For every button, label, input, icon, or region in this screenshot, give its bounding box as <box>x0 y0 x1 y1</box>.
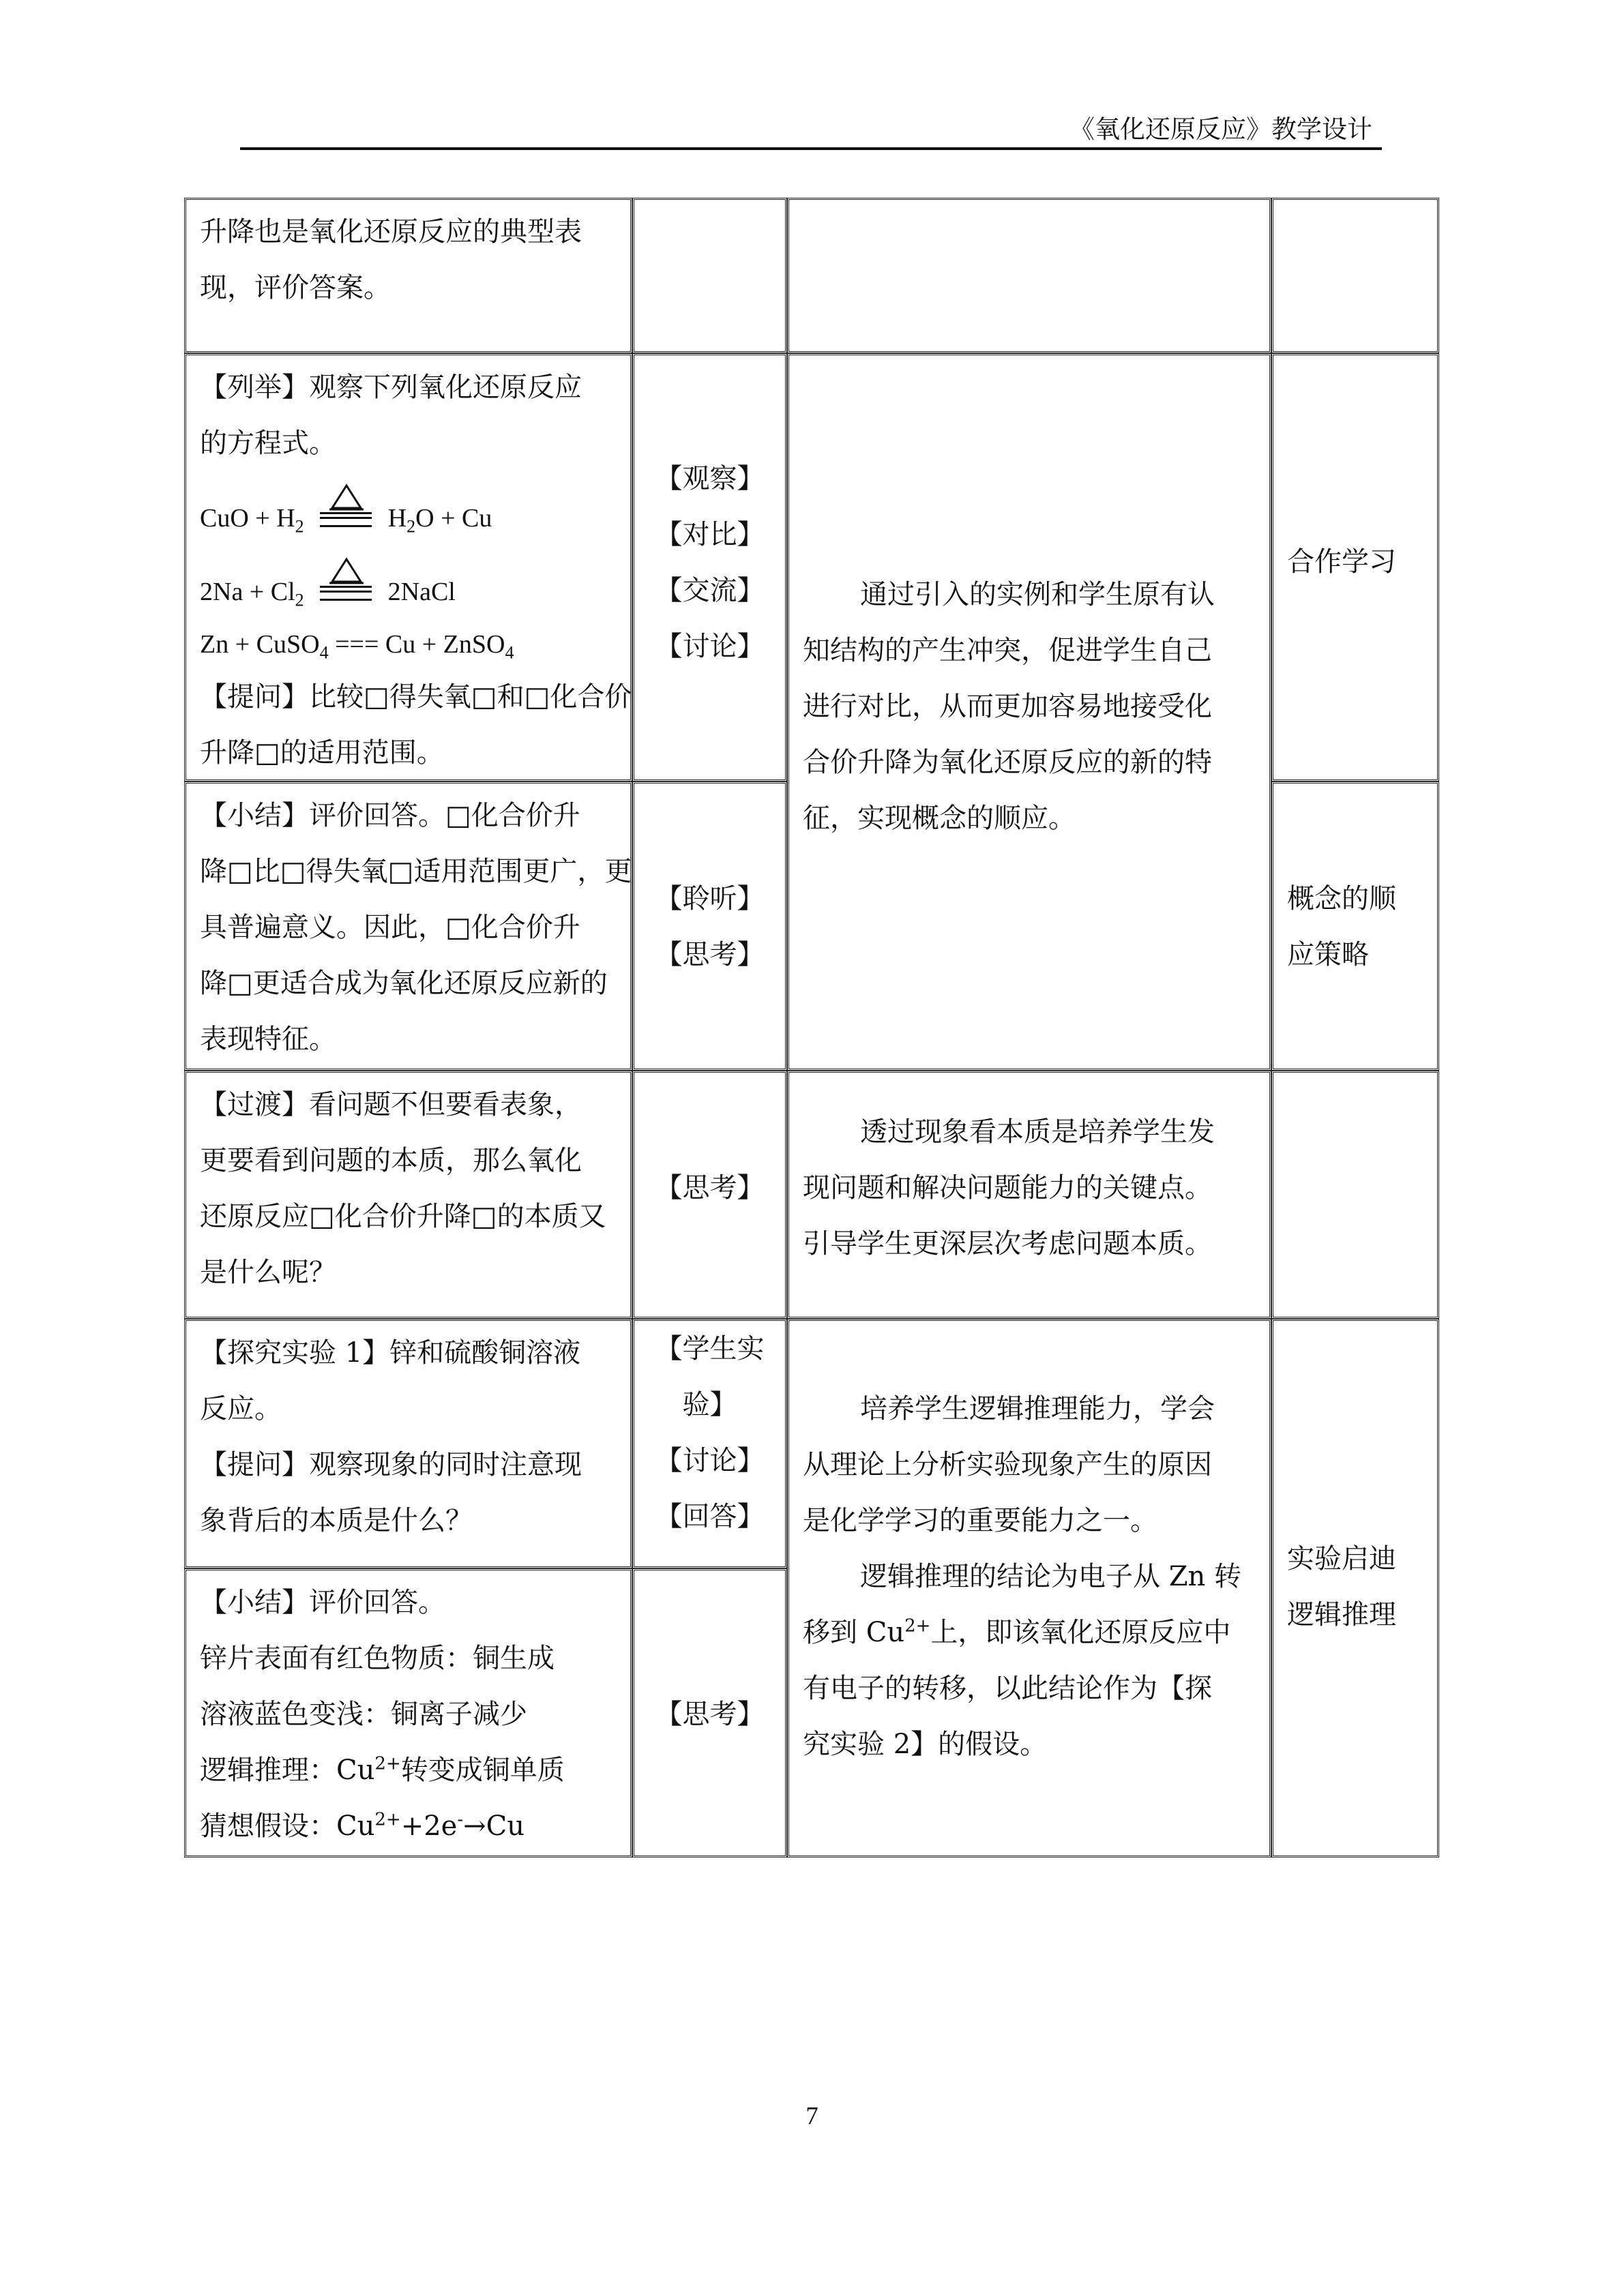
text-line: 【列举】观察下列氧化还原反应 <box>200 372 582 403</box>
text-line: 通过引入的实例和学生原有认 <box>860 579 1215 610</box>
table-cell-r1-student <box>632 198 787 353</box>
text-line: 逻辑推理 <box>1287 1599 1396 1630</box>
text-line: 移到 $Cu^{2+}$上，即该氧化还原反应中 <box>803 1615 1231 1648</box>
text-line: 究实验 2】的假设。 <box>803 1729 1048 1760</box>
equation-1: CuO + $H_2$ $H_2O + Cu$ <box>200 490 630 546</box>
table-cell-r2-student <box>632 353 787 781</box>
text-line: 概念的顺 <box>1287 883 1396 914</box>
text-line: 合作学习 <box>1287 546 1396 578</box>
text-line: 从理论上分析实验现象产生的原因 <box>803 1449 1212 1480</box>
text-line: 猜想假设：$Cu^{2+}+2e^-\to Cu$ <box>200 1809 525 1842</box>
text-line: 现问题和解决问题能力的关键点。 <box>803 1172 1212 1204</box>
text-line: 【对比】 <box>655 519 765 550</box>
text-line: 【小结】评价回答。 <box>200 1587 445 1618</box>
text-line: 升降□的适用范围。 <box>200 737 444 769</box>
text-line: 逻辑推理：$Cu^{2+}$转变成铜单质 <box>200 1753 565 1786</box>
table-cell-r4-intent <box>787 1071 1271 1319</box>
text-line: 逻辑推理的结论为电子从 Zn 转 <box>860 1561 1241 1592</box>
heat-equals-icon <box>320 580 372 608</box>
equation-3: Zn + CuSO$_4$ === Cu + ZnSO$_4$ <box>200 630 514 663</box>
text-line: 【聆听】 <box>655 883 765 914</box>
text-line: 更要看到问题的本质，那么氧化 <box>200 1145 582 1176</box>
text-line: 培养学生逻辑推理能力，学会 <box>860 1393 1215 1425</box>
text-line: 【提问】观察现象的同时注意现 <box>200 1449 582 1480</box>
table-cell-r1-activity <box>184 198 632 353</box>
text-line: 【讨论】 <box>655 1445 765 1476</box>
text-line: 锌片表面有红色物质：铜生成 <box>200 1643 555 1674</box>
text-line: 升降也是氧化还原反应的典型表 <box>200 216 582 248</box>
page-number: 7 <box>806 2102 818 2130</box>
text-line: 【小结】评价回答。□化合价升 <box>200 800 580 831</box>
table-cell-r5-r6-intent <box>787 1319 1271 1858</box>
text-line: 溶液蓝色变浅：铜离子减少 <box>200 1699 527 1730</box>
table-cell-r3-method <box>1271 781 1439 1071</box>
text-line: 象背后的本质是什么？ <box>200 1505 473 1536</box>
text-line: 应策略 <box>1287 939 1369 970</box>
text-line: 引导学生更深层次考虑问题本质。 <box>803 1228 1212 1259</box>
text-line: 降□比□得失氧□适用范围更广，更 <box>200 856 632 887</box>
text-line: 知结构的产生冲突，促进学生自己 <box>803 635 1212 666</box>
text-line: 【思考】 <box>655 1699 765 1730</box>
table-cell-r1-method <box>1271 198 1439 353</box>
table-cell-r2-r3-intent <box>787 353 1271 1071</box>
text-line: 合价升降为氧化还原反应的新的特 <box>803 747 1212 778</box>
text-line: 【回答】 <box>655 1501 765 1532</box>
equation-2: $2Na + Cl_2$ 2NaCl <box>200 564 630 620</box>
text-line: 是化学学习的重要能力之一。 <box>803 1505 1157 1536</box>
heat-equals-icon <box>320 507 372 534</box>
text-line: 透过现象看本质是培养学生发 <box>860 1116 1215 1148</box>
table-cell-r5-student <box>632 1319 787 1568</box>
text-line: 【思考】 <box>655 1172 765 1204</box>
text-line: 是什么呢？ <box>200 1257 336 1288</box>
table-cell-r6-student <box>632 1568 787 1858</box>
table-cell-r4-activity <box>184 1071 632 1319</box>
table-cell-r6-activity <box>184 1568 632 1858</box>
text-line: 反应。 <box>200 1393 282 1425</box>
header-title: 《氧化还原反应》教学设计 <box>240 115 1382 150</box>
text-line: 还原反应□化合价升降□的本质又 <box>200 1201 606 1232</box>
text-line: 表现特征。 <box>200 1024 336 1055</box>
text-line: 征，实现概念的顺应。 <box>803 803 1076 834</box>
text-line: 【讨论】 <box>655 631 765 662</box>
text-line: 验】 <box>682 1389 737 1420</box>
text-line: 【交流】 <box>655 575 765 606</box>
text-line: 【观察】 <box>655 463 765 494</box>
text-line: 【思考】 <box>655 939 765 970</box>
text-line: 【过渡】看问题不但要看表象， <box>200 1089 582 1120</box>
text-line: 降□更适合成为氧化还原反应新的 <box>200 968 608 999</box>
text-line: 进行对比，从而更加容易地接受化 <box>803 691 1212 722</box>
table-cell-r5-activity <box>184 1319 632 1568</box>
table-cell-r1-intent <box>787 198 1271 353</box>
text-line: 具普遍意义。因此，□化合价升 <box>200 912 580 943</box>
table-cell-r3-activity <box>184 781 632 1071</box>
table-cell-r3-student <box>632 781 787 1071</box>
table-cell-r2-activity <box>184 353 632 781</box>
text-line: 实验启迪 <box>1287 1543 1396 1575</box>
text-line: 现，评价答案。 <box>200 272 391 303</box>
text-line: 【提问】比较□得失氧□和□化合价 <box>200 681 632 713</box>
table-cell-r2-method <box>1271 353 1439 781</box>
text-line: 有电子的转移，以此结论作为【探 <box>803 1673 1212 1704</box>
table-cell-r5-r6-method <box>1271 1319 1439 1858</box>
table-cell-r4-method <box>1271 1071 1439 1319</box>
text-line: 【学生实 <box>655 1333 765 1365</box>
text-line: 的方程式。 <box>200 428 336 459</box>
text-line: 【探究实验 1】锌和硫酸铜溶液 <box>200 1337 581 1369</box>
table-cell-r4-student <box>632 1071 787 1319</box>
